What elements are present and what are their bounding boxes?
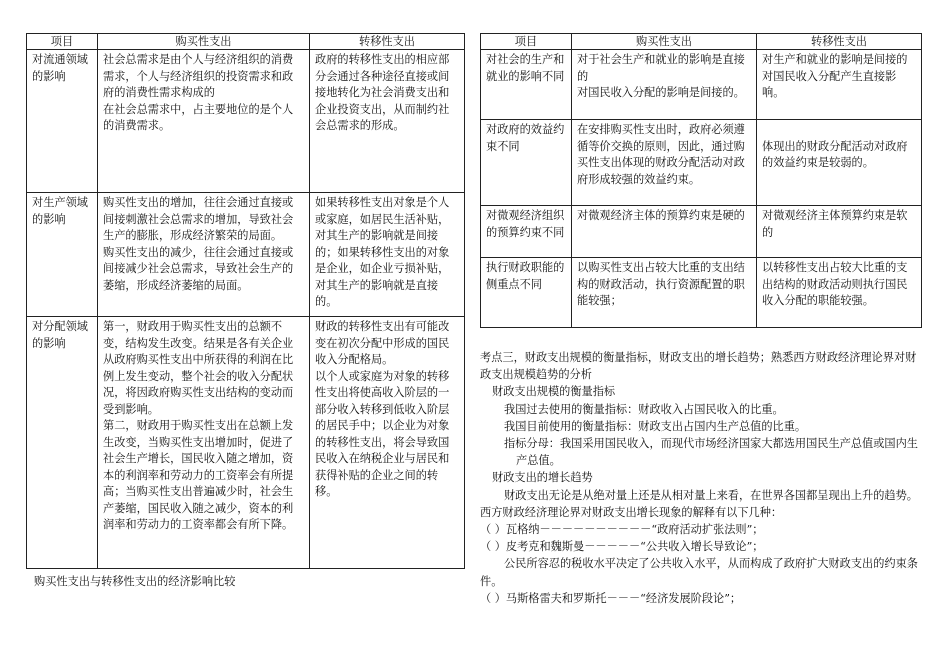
table-header-row <box>27 34 465 50</box>
row-purchase: 在安排购买性支出时，政府必须遵循等价交换的原则，因此，通过购买性支出体现的财政分配活动对政府形成较强的效益约束。 <box>572 120 757 206</box>
table-row <box>481 258 922 328</box>
row-item: 对社会的生产和就业的影响不同 <box>481 50 572 120</box>
row-transfer: 体现出的财政分配活动对政府的效益约束是较弱的。 <box>757 120 922 206</box>
notes-subheading-measure: 财政支出规模的衡量指标 <box>492 385 616 399</box>
table-row <box>481 206 922 258</box>
notes-trend-text: 财政支出无论是从绝对量上还是从相对量上来看，在世界各国都呈现出上升的趋势。 <box>504 488 918 502</box>
header-transfer: 转移性支出 <box>757 34 922 50</box>
header-transfer: 转移性支出 <box>310 34 465 50</box>
row-item: 对微观经济组织的预算约束不同 <box>481 206 572 258</box>
row-purchase: 对微观经济主体的预算约束是硬的 <box>572 206 757 258</box>
notes-western-intro: 西方财政经济理论界对财政支出增长现象的解释有以下几种： <box>480 505 783 519</box>
row-item: 对流通领域的影响 <box>27 50 98 193</box>
header-purchase: 购买性支出 <box>572 34 757 50</box>
row-transfer: 对微观经济主体预算约束是软的 <box>757 206 922 258</box>
row-item: 执行财政职能的侧重点不同 <box>481 258 572 328</box>
row-item: 对政府的效益约束不同 <box>481 120 572 206</box>
row-item: 对生产领域的影响 <box>27 193 98 317</box>
row-purchase: 第一，财政用于购买性支出的总额不变，结构发生改变。结果是各有关企业从政府购买性支出中所获得的利润在比例上发生变动，整个社会的收入分配状况，将因政府购买性支出结构的变动而受到影响。 第二，财政用于购买性支出在总额上发生改变，当购买性支出增加时，促进了社会生产增长，国民收入随之增加，资本的利润率和劳动力的工资率会有所提高；当购买性支出普遍减少时，社会生产萎缩，国民收入随之减少，资本的利润率和劳动力的工资率都会有所下降。 <box>98 317 310 569</box>
header-item: 项目 <box>481 34 572 50</box>
notes-past-indicator: 我国过去使用的衡量指标：财政收入占国民收入的比重。 <box>504 402 784 416</box>
row-purchase: 以购买性支出占较大比重的支出结构的财政活动，执行资源配置的职能较强； <box>572 258 757 328</box>
table-caption: 购买性支出与转移性支出的经济影响比较 <box>34 575 236 588</box>
row-item: 对分配领域的影响 <box>27 317 98 569</box>
purchase-vs-transfer-table-1 <box>26 33 465 569</box>
notes-denominator: 指标分母：我国采用国民收入，而现代市场经济国家大都选用国民生产总值或国内生产总值。 <box>504 437 918 468</box>
row-purchase: 对于社会生产和就业的影响是直接的 对国民收入分配的影响是间接的。 <box>572 50 757 120</box>
notes-subheading-trend: 财政支出的增长趋势 <box>492 471 593 485</box>
table-row <box>27 50 465 193</box>
row-transfer: 以转移性支出占较大比重的支出结构的财政活动则执行国民收入分配的职能较强。 <box>757 258 922 328</box>
notes-musgrave: （ ）马斯格雷夫和罗斯托－－－“经济发展阶段论”； <box>480 591 742 605</box>
header-purchase: 购买性支出 <box>98 34 310 50</box>
row-transfer: 对生产和就业的影响是间接的 对国民收入分配产生直接影响。 <box>757 50 922 120</box>
notes-current-indicator: 我国目前使用的衡量指标：财政支出占国内生产总值的比重。 <box>504 419 807 433</box>
row-transfer: 如果转移性支出对象是个人或家庭，如居民生活补贴，对其生产的影响就是间接的；如果转移性支出的对象是企业，如企业亏损补贴，对其生产的影响就是直接的。 <box>310 193 465 317</box>
table-row <box>481 120 922 206</box>
notes-heading: 考点三，财政支出规模的衡量指标，财政支出的增长趋势；熟悉西方财政经济理论界对财政支出规模趋势的分析 <box>480 351 917 382</box>
notes-wagner: （ ）瓦格纳－－－－－－－－－－“政府活动扩张法则”； <box>480 523 764 537</box>
row-purchase: 购买性支出的增加，往往会通过直接或间接刺激社会总需求的增加，导致社会生产的膨胀，形成经济繁荣的局面。 购买性支出的减少，往往会通过直接或间接减少社会总需求，导致社会生产的萎缩，形成经济萎缩的局面。 <box>98 193 310 317</box>
notes-peacock-desc: 公民所容忍的税收水平决定了公共收入水平，从而构成了政府扩大财政支出的约束条件。 <box>480 557 918 588</box>
table-row <box>481 50 922 120</box>
row-transfer: 政府的转移性支出的相应部分会通过各种途径直接或间接地转化为社会消费支出和企业投资支出，从而制约社会总需求的形成。 <box>310 50 465 193</box>
notes-peacock: （ ）皮考克和魏斯曼－－－－－“公共收入增长导致论”； <box>480 540 764 554</box>
table-row <box>27 317 465 569</box>
header-item: 项目 <box>27 34 98 50</box>
purchase-vs-transfer-table-2 <box>480 33 922 328</box>
table-header-row <box>481 34 922 50</box>
row-purchase: 社会总需求是由个人与经济组织的消费需求，个人与经济组织的投资需求和政府的消费性需求构成的 在社会总需求中，占主要地位的是个人的消费需求。 <box>98 50 310 193</box>
exam-notes <box>480 349 924 607</box>
table-row <box>27 193 465 317</box>
row-transfer: 财政的转移性支出有可能改变在初次分配中形成的国民收入分配格局。 以个人或家庭为对象的转移性支出将使高收入阶层的一部分收入转移到低收入阶层的居民手中；以企业为对象的转移性支出，将会导致国民收入在纳税企业与居民和获得补贴的企业之间的转移。 <box>310 317 465 569</box>
